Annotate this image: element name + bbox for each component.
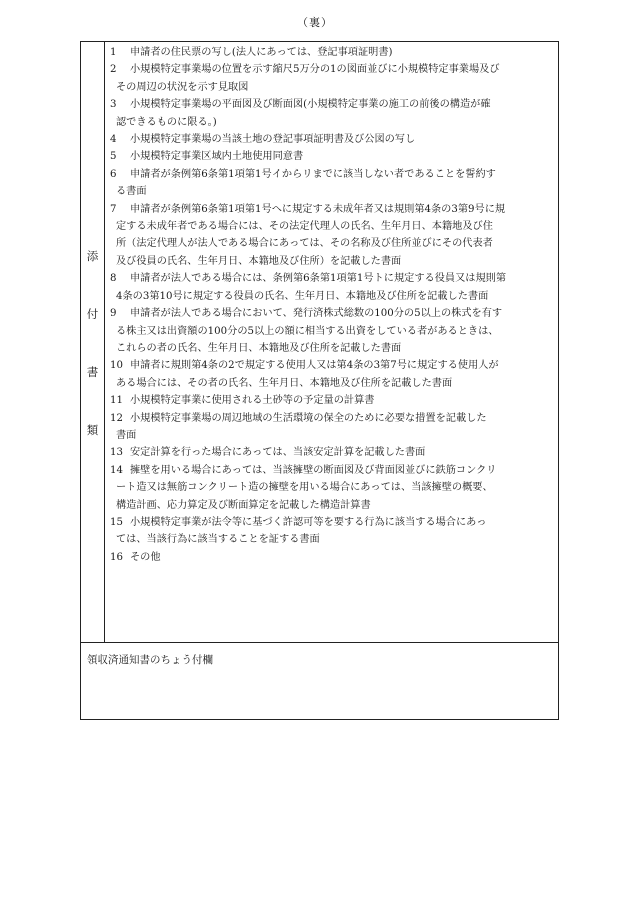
attachment-item-line: 申請者に規則第4条の2で規定する使用人又は第4条の3第7号に規定する使用人が <box>130 360 499 372</box>
attachment-item-number: 1 <box>110 47 117 58</box>
attachment-item-line: 小規模特定事業に使用される土砂等の予定量の計算書 <box>130 395 375 407</box>
attachment-item-line: る書面 <box>116 186 147 198</box>
table-divider <box>81 642 558 643</box>
attachment-item-line: その周辺の状況を示す見取図 <box>116 81 249 93</box>
attachments-list <box>110 42 557 644</box>
attachment-item-line: 申請者の住民票の写し(法人にあっては、登記事項証明書) <box>130 47 393 58</box>
attachment-item-line: 擁壁を用いる場合にあっては、当該擁壁の断面図及び背面図並びに鉄筋コンクリ <box>130 464 497 476</box>
attachment-item <box>110 444 557 461</box>
attachment-item-line: これらの者の氏名、生年月日、本籍地及び住所を記載した書面 <box>116 342 402 354</box>
page-side-label: （裏） <box>297 16 333 29</box>
attachment-item-number: 8 <box>110 273 117 285</box>
attachment-item-line: 小規模特定事業場の平面図及び断面図(小規模特定事業の施工の前後の構造が確 <box>130 99 491 111</box>
attachment-item-line: る株主又は出資額の100分の5以上の額に相当する出資をしている者があるときは、 <box>116 325 499 337</box>
attachment-item-line: 小規模特定事業が法令等に基づく許認可等を要する行為に該当する場合にあっ <box>130 516 487 528</box>
attachment-item-number: 7 <box>110 203 117 215</box>
attachment-item-line: 申請者が法人である場合には、条例第6条第1項第1号トに規定する役員又は規則第 <box>130 273 507 285</box>
attachment-item-line: ート造又は無筋コンクリート造の擁壁を用いる場合にあっては、当該擁壁の概要、 <box>116 482 493 494</box>
attachment-item-number: 12 <box>110 412 123 424</box>
attachment-item-line: ては、当該行為に該当することを証する書面 <box>116 534 320 546</box>
attachment-item-number: 14 <box>110 464 123 476</box>
attachment-item-line: 認できるものに限る。) <box>116 116 217 128</box>
attachment-item-line: 定する未成年者である場合には、その法定代理人の氏名、生年月日、本籍地及び住 <box>116 221 493 233</box>
attachment-item-line: 及び役員の氏名、生年月日、本籍地及び住所）を記載した書面 <box>116 255 402 267</box>
attachment-item-number: 13 <box>110 447 123 459</box>
attachment-item <box>110 462 557 514</box>
attachment-item <box>110 549 557 566</box>
attachment-item-line: ある場合には、その者の氏名、生年月日、本籍地及び住所を記載した書面 <box>116 377 453 389</box>
attachment-item <box>110 44 557 61</box>
side-label-char-2: 付 <box>86 307 99 321</box>
attachment-item-number: 5 <box>110 151 117 163</box>
attachment-item <box>110 166 557 201</box>
attachments-side-column <box>81 42 105 642</box>
attachment-item-line: 所（法定代理人が法人である場合にあっては、その名称及び住所並びにその代表者 <box>116 238 493 250</box>
attachment-item-line: 小規模特定事業場の周辺地域の生活環境の保全のために必要な措置を記載した <box>130 412 487 424</box>
attachment-item-number: 15 <box>110 516 123 528</box>
attachment-item-number: 16 <box>110 551 123 563</box>
attachment-item-number: 9 <box>110 308 117 320</box>
attachment-item <box>110 514 557 549</box>
attachment-item-line: 申請者が法人である場合において、発行済株式総数の100分の5以上の株式を有す <box>130 308 503 320</box>
attachment-item-line: 書面 <box>116 429 137 441</box>
attachment-item <box>110 61 557 96</box>
attachment-item <box>110 131 557 148</box>
attachment-item <box>110 305 557 357</box>
attachment-item <box>110 148 557 165</box>
attachment-item-line: 小規模特定事業場の当該土地の登記事項証明書及び公図の写し <box>130 134 416 146</box>
attachment-item-line: その他 <box>130 551 161 563</box>
attachment-item <box>110 410 557 445</box>
attachment-item-number: 6 <box>110 168 117 180</box>
attachment-item <box>110 270 557 305</box>
attachment-item-line: 小規模特定事業場の位置を示す縮尺5万分の1の図面並びに小規模特定事業場及び <box>130 64 500 76</box>
attachment-item-line: 4条の3第10号に規定する役員の氏名、生年月日、本籍地及び住所を記載した書面 <box>116 290 489 302</box>
attachment-item <box>110 96 557 131</box>
attachment-item-number: 4 <box>110 134 117 146</box>
attachment-item-line: 申請者が条例第6条第1項第1号イからリまでに該当しない者であることを誓約す <box>130 168 496 180</box>
attachment-item <box>110 201 557 271</box>
attachment-item-line: 構造計画、応力算定及び断面算定を記載した構造計算書 <box>116 499 371 511</box>
attachment-item-number: 11 <box>110 395 123 407</box>
attachment-item-number: 3 <box>110 99 117 111</box>
attachment-item-line: 小規模特定事業区域内土地使用同意書 <box>130 151 304 163</box>
attachment-item-number: 10 <box>110 360 123 372</box>
attachment-item-line: 申請者が条例第6条第1項第1号へに規定する未成年者又は規則第4条の3第9号に規 <box>130 203 506 215</box>
side-label-char-3: 書 <box>86 365 99 379</box>
side-label-char-1: 添 <box>86 249 99 263</box>
attachment-item <box>110 392 557 409</box>
side-label-char-4: 類 <box>86 423 99 437</box>
attachments-table <box>80 41 559 720</box>
attachment-item-number: 2 <box>110 64 117 76</box>
attachment-item-line: 安定計算を行った場合にあっては、当該安定計算を記載した書面 <box>130 447 426 459</box>
receipt-stamp-area-label: 領収済通知書のちょう付欄 <box>87 654 213 666</box>
attachment-item <box>110 357 557 392</box>
